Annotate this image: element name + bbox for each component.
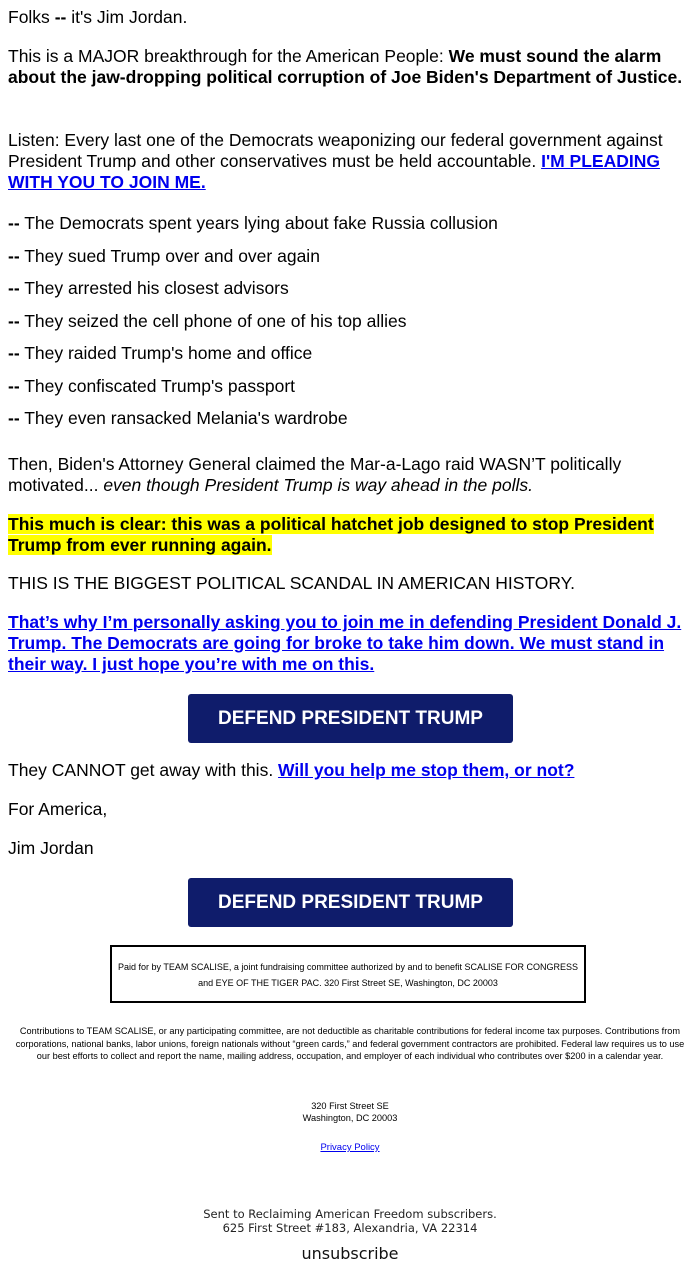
greeting-dash: --	[54, 7, 67, 27]
list-item-text: They sued Trump over and over again	[19, 245, 320, 266]
listen-text: Listen: Every last one of the Democrats weaponizing our federal government against President Trump and other conservatives must be held accountable.	[8, 130, 663, 171]
mailing-address	[0, 1100, 700, 1124]
listen-paragraph	[8, 130, 688, 193]
list-dash: --	[8, 375, 20, 396]
list-dash: --	[8, 310, 20, 331]
greeting-line	[8, 7, 187, 28]
subscriber-notice	[0, 1207, 700, 1235]
greeting-text-end: it's Jim Jordan.	[66, 7, 188, 27]
list-item-text: They raided Trump's home and office	[19, 343, 313, 363]
highlighted-paragraph	[8, 514, 688, 556]
defend-trump-link[interactable]: That’s why I’m personally asking you to join me in defending President Donald J. Trump. The Democrats are going for broke to take him down. We must stand in their way. I just hope you’re with me on this.	[8, 612, 682, 674]
then-paragraph	[8, 454, 688, 496]
cannot-paragraph	[8, 760, 688, 781]
list-item	[8, 343, 688, 376]
list-dash: --	[8, 278, 20, 298]
join-me-link[interactable]: I'M PLEADING WITH YOU TO JOIN ME.	[8, 151, 660, 192]
list-item	[8, 246, 688, 279]
defend-president-trump-button-bottom[interactable]: DEFEND PRESIDENT TRUMP	[188, 878, 513, 927]
privacy-container	[0, 1142, 700, 1153]
list-item	[8, 278, 688, 311]
scandal-line: THIS IS THE BIGGEST POLITICAL SCANDAL IN AMERICAN HISTORY.	[8, 573, 575, 593]
list-item	[8, 376, 688, 409]
why-paragraph	[8, 612, 688, 675]
list-dash: --	[8, 245, 20, 266]
list-dash: --	[8, 343, 20, 363]
contribution-disclaimer: Contributions to TEAM SCALISE, or any participating committee, are not deductible as charitable contributions for federal income tax purposes. Contributions from corporations, national banks, labor unions, foreign nationals without “green cards,” and federal government contractors are prohibited. Federal law requires us to use our best efforts to collect and report the name, mailing address, occupation, and employer of each individual who contributes over $200 in a calendar year.	[15, 1026, 685, 1061]
list-dash: --	[8, 408, 20, 428]
intro-bold-text: We must sound the alarm about the jaw-dropping political corruption of Joe Biden's Department of Justice.	[8, 46, 683, 87]
intro-paragraph	[8, 46, 688, 88]
highlighted-text: This much is clear: this was a political hatchet job designed to stop President Trump from ever running again.	[8, 514, 654, 555]
list-item	[8, 311, 688, 344]
greeting-text-start: Folks	[8, 7, 55, 27]
list-item	[8, 213, 688, 246]
sent-to-line: Sent to Reclaiming American Freedom subscribers.	[203, 1207, 497, 1221]
paid-for-disclosure: Paid for by TEAM SCALISE, a joint fundraising committee authorized by and to benefit SCALISE FOR CONGRESS and EYE OF THE TIGER PAC. 320 First Street SE, Washington, DC 20003	[110, 945, 586, 1003]
sender-address-line: 625 First Street #183, Alexandria, VA 22314	[222, 1221, 478, 1235]
then-italic-text: even though President Trump is way ahead in the polls.	[103, 475, 533, 495]
address-line: Washington, DC 20003	[302, 1113, 398, 1123]
unsubscribe-link[interactable]: unsubscribe	[301, 1244, 399, 1263]
help-stop-them-link[interactable]: Will you help me stop them, or not?	[278, 760, 575, 780]
cannot-text: They CANNOT get away with this.	[8, 760, 279, 780]
list-item-text: They confiscated Trump's passport	[19, 375, 296, 396]
then-text: Then, Biden's Attorney General claimed the Mar-a-Lago raid WASN’T politically motivated...	[8, 454, 622, 495]
defend-president-trump-button[interactable]: DEFEND PRESIDENT TRUMP	[188, 694, 513, 743]
list-item-text: They arrested his closest advisors	[19, 278, 289, 298]
list-item-text: They even ransacked Melania's wardrobe	[19, 408, 348, 428]
list-dash: --	[8, 213, 20, 233]
list-item-text: They seized the cell phone of one of his top allies	[19, 310, 407, 331]
grievance-list	[8, 213, 688, 441]
list-item-text: The Democrats spent years lying about fake Russia collusion	[19, 213, 498, 233]
privacy-policy-link[interactable]: Privacy Policy	[320, 1142, 380, 1153]
signature: Jim Jordan	[8, 838, 94, 858]
list-item	[8, 408, 688, 441]
address-line: 320 First Street SE	[311, 1101, 389, 1111]
closing-line: For America,	[8, 799, 108, 819]
intro-text: This is a MAJOR breakthrough for the American People:	[8, 46, 449, 66]
